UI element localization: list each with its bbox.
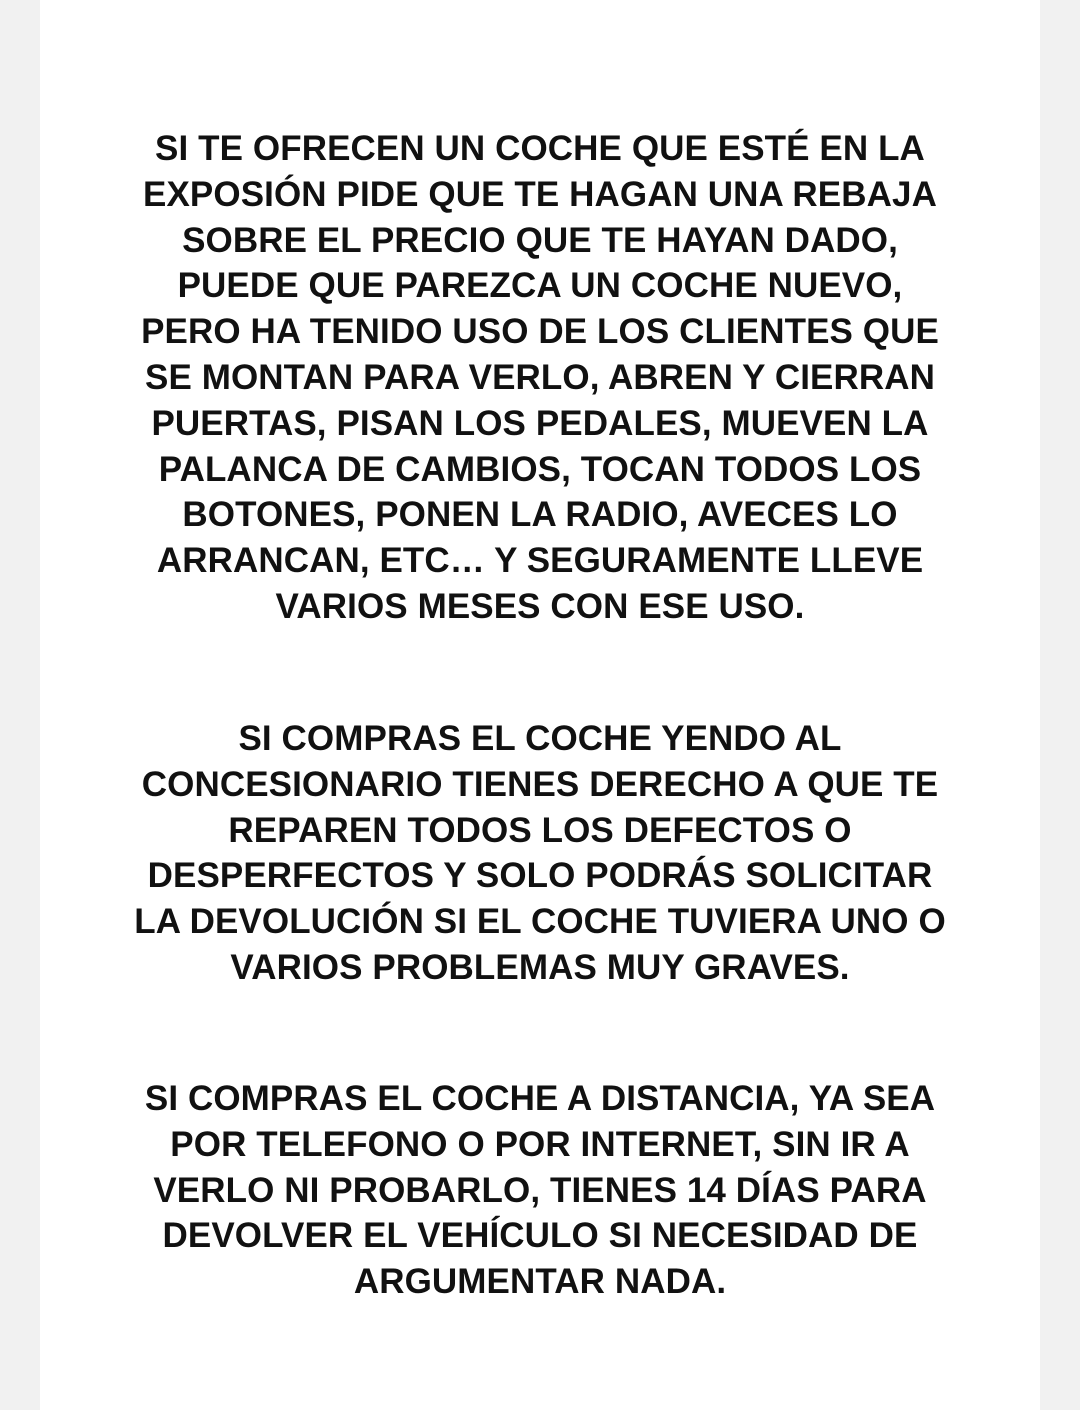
paragraph-showroom-car: SI TE OFRECEN UN COCHE QUE ESTÉ EN LA EXPOSIÓN PIDE QUE TE HAGAN UNA REBAJA SOBRE EL PRECIO QUE TE HAYAN DADO, PUEDE QUE PAREZCA UN COCHE NUEVO, PERO HA TENIDO USO DE LOS CLIENTES QUE SE MONTAN PARA VERLO, ABREN Y CIERRAN PUERTAS, PISAN LOS PEDALES, MUEVEN LA PALANCA DE CAMBIOS, TOCAN TODOS LOS BOTONES, PONEN LA RADIO, AVECES LO ARRANCAN, ETC… Y SEGURAMENTE LLEVE VARIOS MESES CON ESE USO. [141,129,939,626]
paragraph-dealership-purchase: SI COMPRAS EL COCHE YENDO AL CONCESIONARIO TIENES DERECHO A QUE TE REPAREN TODOS LOS DEFECTOS O DESPERFECTOS Y SOLO PODRÁS SOLICITAR LA DEVOLUCIÓN SI EL COCHE TUVIERA UNO O VARIOS PROBLEMAS MUY GRAVES. [134,719,946,987]
paragraph-distance-purchase: SI COMPRAS EL COCHE A DISTANCIA, YA SEA POR TELEFONO O POR INTERNET, SIN IR A VERLO NI PROBARLO, TIENES 14 DÍAS PARA DEVOLVER EL VEHÍCULO SI NECESIDAD DE ARGUMENTAR NADA. [144,1079,936,1302]
document-page [40,0,1040,1410]
